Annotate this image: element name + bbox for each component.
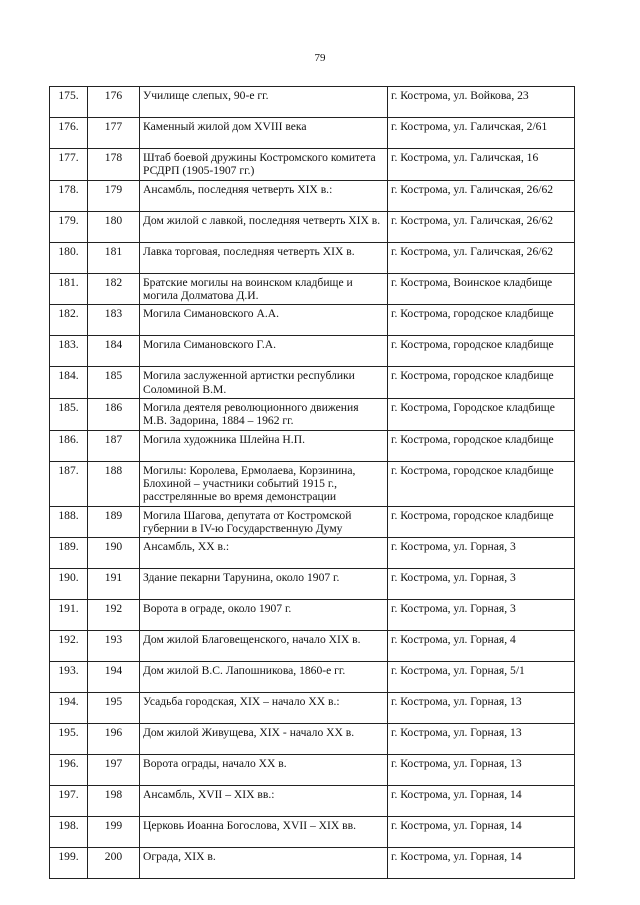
object-name: Могила Симановского А.А. [140, 305, 388, 336]
row-number: 178. [50, 180, 88, 211]
object-address: г. Кострома, ул. Галичская, 2/61 [388, 118, 575, 149]
table-row [50, 817, 575, 848]
object-id: 188 [88, 461, 140, 506]
row-number: 177. [50, 149, 88, 181]
row-number: 198. [50, 817, 88, 848]
row-number: 197. [50, 786, 88, 817]
object-id: 191 [88, 569, 140, 600]
row-number: 194. [50, 693, 88, 724]
object-id: 195 [88, 693, 140, 724]
object-address: г. Кострома, городское кладбище [388, 430, 575, 461]
row-number: 187. [50, 461, 88, 506]
object-address: г. Кострома, ул. Горная, 13 [388, 724, 575, 755]
object-name: Могила художника Шлейна Н.П. [140, 430, 388, 461]
row-number: 182. [50, 305, 88, 336]
object-id: 180 [88, 211, 140, 242]
table-row [50, 180, 575, 211]
object-address: г. Кострома, городское кладбище [388, 305, 575, 336]
object-name: Усадьба городская, XIX – начало XX в.: [140, 693, 388, 724]
object-id: 181 [88, 242, 140, 273]
table-row [50, 273, 575, 305]
heritage-registry-table [49, 86, 575, 879]
table-row [50, 149, 575, 181]
object-address: г. Кострома, городское кладбище [388, 367, 575, 399]
object-address: г. Кострома, ул. Горная, 14 [388, 786, 575, 817]
object-id: 179 [88, 180, 140, 211]
object-id: 182 [88, 273, 140, 305]
object-name: Ансамбль, XX в.: [140, 538, 388, 569]
table-row [50, 118, 575, 149]
row-number: 189. [50, 538, 88, 569]
object-name: Дом жилой Благовещенского, начало XIX в. [140, 631, 388, 662]
table-row [50, 755, 575, 786]
object-name: Ансамбль, XVII – XIX вв.: [140, 786, 388, 817]
object-address: г. Кострома, ул. Горная, 3 [388, 600, 575, 631]
table-row [50, 724, 575, 755]
table-row [50, 398, 575, 430]
table-row [50, 662, 575, 693]
object-address: г. Кострома, ул. Галичская, 26/62 [388, 242, 575, 273]
row-number: 199. [50, 848, 88, 879]
object-id: 200 [88, 848, 140, 879]
object-id: 192 [88, 600, 140, 631]
table-row [50, 211, 575, 242]
object-address: г. Кострома, ул. Галичская, 26/62 [388, 211, 575, 242]
table-row [50, 693, 575, 724]
table-row [50, 538, 575, 569]
row-number: 188. [50, 506, 88, 538]
object-name: Штаб боевой дружины Костромского комитета РСДРП (1905-1907 гг.) [140, 149, 388, 181]
object-id: 183 [88, 305, 140, 336]
object-id: 197 [88, 755, 140, 786]
table-row [50, 305, 575, 336]
object-id: 185 [88, 367, 140, 399]
object-address: г. Кострома, ул. Горная, 5/1 [388, 662, 575, 693]
object-address: г. Кострома, ул. Горная, 3 [388, 538, 575, 569]
page-number: 79 [314, 52, 326, 64]
row-number: 179. [50, 211, 88, 242]
table-row [50, 631, 575, 662]
object-address: г. Кострома, городское кладбище [388, 461, 575, 506]
object-id: 184 [88, 336, 140, 367]
table-row [50, 367, 575, 399]
row-number: 184. [50, 367, 88, 399]
object-address: г. Кострома, ул. Горная, 13 [388, 755, 575, 786]
object-name: Училище слепых, 90-е гг. [140, 87, 388, 118]
object-name: Церковь Иоанна Богослова, XVII – XIX вв. [140, 817, 388, 848]
object-id: 199 [88, 817, 140, 848]
object-id: 176 [88, 87, 140, 118]
object-name: Могила Симановского Г.А. [140, 336, 388, 367]
object-address: г. Кострома, ул. Войкова, 23 [388, 87, 575, 118]
object-name: Лавка торговая, последняя четверть XIX в. [140, 242, 388, 273]
row-number: 195. [50, 724, 88, 755]
object-name: Каменный жилой дом XVIII века [140, 118, 388, 149]
row-number: 181. [50, 273, 88, 305]
table-row [50, 848, 575, 879]
object-address: г. Кострома, Городское кладбище [388, 398, 575, 430]
object-name: Могила заслуженной артистки республики Соломиной В.М. [140, 367, 388, 399]
row-number: 191. [50, 600, 88, 631]
object-id: 177 [88, 118, 140, 149]
object-id: 178 [88, 149, 140, 181]
object-name: Ограда, XIX в. [140, 848, 388, 879]
row-number: 175. [50, 87, 88, 118]
object-name: Здание пекарни Тарунина, около 1907 г. [140, 569, 388, 600]
object-name: Дом жилой Живущева, XIX - начало XX в. [140, 724, 388, 755]
row-number: 185. [50, 398, 88, 430]
object-address: г. Кострома, ул. Горная, 14 [388, 817, 575, 848]
object-address: г. Кострома, городское кладбище [388, 336, 575, 367]
table-row [50, 786, 575, 817]
registry-rows [50, 87, 575, 879]
object-id: 186 [88, 398, 140, 430]
table-row [50, 430, 575, 461]
table-row [50, 600, 575, 631]
object-address: г. Кострома, городское кладбище [388, 506, 575, 538]
object-id: 187 [88, 430, 140, 461]
table-row [50, 461, 575, 506]
object-address: г. Кострома, ул. Горная, 14 [388, 848, 575, 879]
table-row [50, 87, 575, 118]
object-address: г. Кострома, ул. Горная, 4 [388, 631, 575, 662]
table-row [50, 506, 575, 538]
object-id: 193 [88, 631, 140, 662]
row-number: 183. [50, 336, 88, 367]
object-name: Братские могилы на воинском кладбище и могила Долматова Д.И. [140, 273, 388, 305]
object-id: 194 [88, 662, 140, 693]
object-name: Ансамбль, последняя четверть XIX в.: [140, 180, 388, 211]
row-number: 180. [50, 242, 88, 273]
object-id: 198 [88, 786, 140, 817]
object-address: г. Кострома, Воинское кладбище [388, 273, 575, 305]
row-number: 192. [50, 631, 88, 662]
object-address: г. Кострома, ул. Галичская, 16 [388, 149, 575, 181]
object-address: г. Кострома, ул. Галичская, 26/62 [388, 180, 575, 211]
table-row [50, 242, 575, 273]
object-name: Могила Шагова, депутата от Костромской губернии в IV-ю Государственную Думу [140, 506, 388, 538]
table-row [50, 569, 575, 600]
object-id: 190 [88, 538, 140, 569]
object-name: Могилы: Королева, Ермолаева, Корзинина, Блохиной – участники событий 1915 г., расстрелянные во время демонстрации [140, 461, 388, 506]
object-name: Могила деятеля революционного движения М.В. Задорина, 1884 – 1962 гг. [140, 398, 388, 430]
row-number: 176. [50, 118, 88, 149]
object-name: Ворота ограды, начало XX в. [140, 755, 388, 786]
object-address: г. Кострома, ул. Горная, 3 [388, 569, 575, 600]
object-id: 196 [88, 724, 140, 755]
row-number: 190. [50, 569, 88, 600]
table-row [50, 336, 575, 367]
object-name: Ворота в ограде, около 1907 г. [140, 600, 388, 631]
row-number: 193. [50, 662, 88, 693]
object-address: г. Кострома, ул. Горная, 13 [388, 693, 575, 724]
object-name: Дом жилой с лавкой, последняя четверть XIX в. [140, 211, 388, 242]
object-id: 189 [88, 506, 140, 538]
row-number: 196. [50, 755, 88, 786]
object-name: Дом жилой В.С. Лапошникова, 1860-е гг. [140, 662, 388, 693]
row-number: 186. [50, 430, 88, 461]
